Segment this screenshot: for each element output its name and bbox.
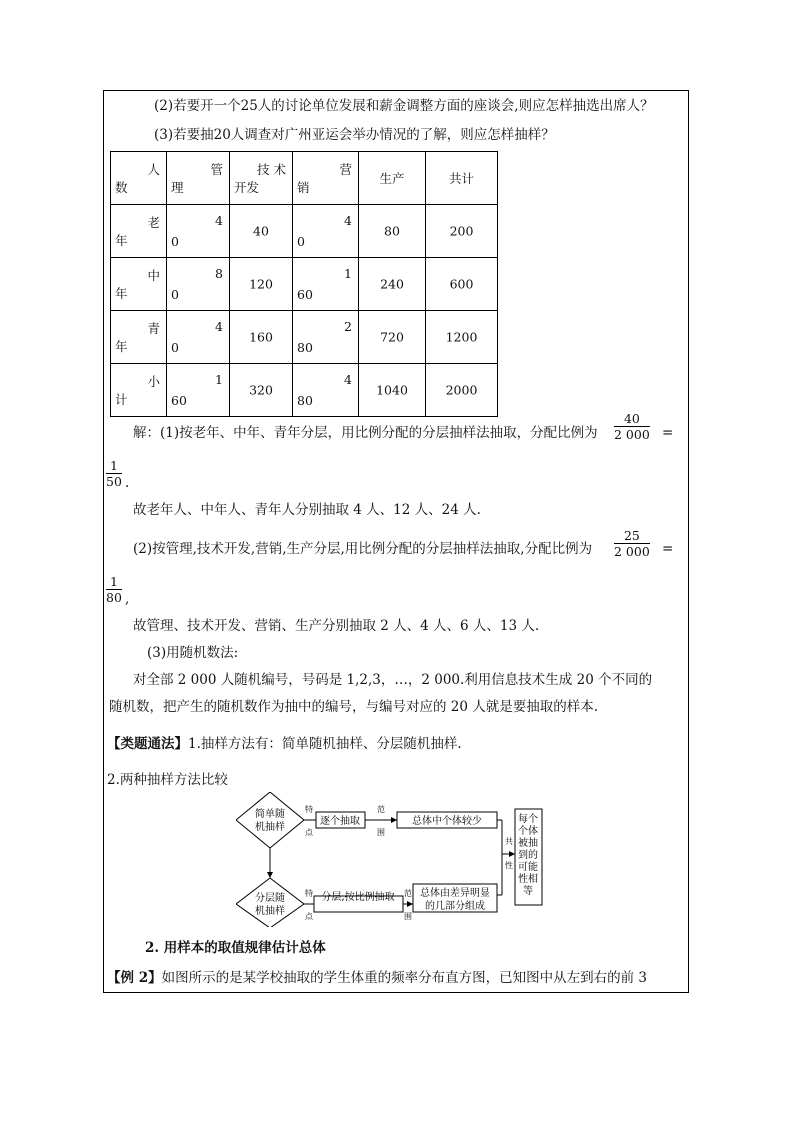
srs-range-label-a: 范 bbox=[377, 805, 385, 814]
srs-label-1: 简单随 bbox=[255, 809, 285, 820]
common-text-5: 可能 bbox=[518, 862, 538, 873]
cell-sales-bottom: 80 bbox=[297, 393, 313, 408]
row-label-bottom: 年 bbox=[115, 233, 128, 248]
row-label-top: 中 bbox=[147, 268, 160, 283]
header-corner-top: 人 bbox=[147, 162, 160, 177]
srs-feature-label-a: 特 bbox=[305, 805, 313, 814]
table-row bbox=[111, 364, 498, 417]
strat-range-text-2: 的几部分组成 bbox=[425, 901, 485, 912]
question-3: (3)若要抽20人调查对广州亚运会举办情况的了解，则应怎样抽样？ bbox=[154, 127, 555, 143]
strat-range-label-a: 范 bbox=[404, 889, 412, 898]
fraction-25-2000 bbox=[614, 528, 650, 559]
cell-prod: 720 bbox=[380, 329, 404, 345]
strat-feature-text: 分层,按比例抽取 bbox=[321, 892, 395, 903]
summary-text: 1.抽样方法有：简单随机抽样、分层随机抽样. bbox=[188, 736, 462, 752]
summary-tag: 【类题通法】 bbox=[107, 736, 188, 752]
row-label-bottom: 年 bbox=[115, 286, 128, 301]
equals-sign: = bbox=[662, 541, 674, 557]
cell-mgmt-top: 4 bbox=[215, 319, 223, 334]
row-label-bottom: 计 bbox=[115, 392, 128, 407]
common-label-a: 共 bbox=[505, 837, 513, 846]
cell-tech: 320 bbox=[249, 382, 273, 398]
fraction-numerator: 40 bbox=[614, 411, 650, 427]
strat-feature-label-b: 点 bbox=[305, 912, 313, 921]
srs-range-text: 总体中个体较少 bbox=[412, 816, 482, 827]
common-text-3: 被抽 bbox=[518, 838, 538, 849]
fraction-denominator: 80 bbox=[106, 590, 122, 605]
table-row bbox=[111, 258, 498, 311]
header-prod: 生产 bbox=[379, 171, 405, 186]
question-2: (2)若要开一个25人的讨论单位发展和薪金调整方面的座谈会,则应怎样抽选出席人？ bbox=[154, 98, 654, 114]
cell-tech: 40 bbox=[253, 223, 269, 239]
common-text-2: 个体 bbox=[518, 826, 538, 837]
solution-1-result: 故老年人、中年人、青年人分别抽取 4 人、12 人、24 人. bbox=[133, 502, 481, 518]
cell-mgmt-bottom: 60 bbox=[171, 393, 187, 408]
fraction-40-2000 bbox=[614, 411, 650, 442]
cell-tech: 160 bbox=[249, 329, 273, 345]
example-2-tag: 【例 2】 bbox=[107, 970, 162, 986]
cell-total: 200 bbox=[449, 223, 474, 239]
cell-sales-bottom: 60 bbox=[297, 287, 313, 302]
cell-prod: 80 bbox=[384, 223, 400, 239]
solution-1: 解：(1)按老年、中年、青年分层，用比例分配的分层抽样法抽取，分配比例为 bbox=[133, 425, 598, 441]
row-label-top: 老 bbox=[147, 215, 160, 230]
cell-mgmt-top: 1 bbox=[215, 372, 223, 387]
section-2-heading: 2. 用样本的取值规律估计总体 bbox=[145, 940, 326, 956]
header-sales-bottom: 销 bbox=[297, 180, 310, 195]
solution-3-line-1: 对全部 2 000 人随机编号，号码是 1,2,3，…，2 000.利用信息技术生成 20 个不同的 bbox=[133, 672, 653, 688]
cell-sales-bottom: 80 bbox=[297, 340, 313, 355]
table-row bbox=[111, 311, 498, 364]
srs-label-2: 机抽样 bbox=[255, 822, 285, 833]
example-2 bbox=[107, 969, 647, 987]
cell-prod: 240 bbox=[380, 276, 404, 292]
solution-2: (2)按管理,技术开发,营销,生产分层,用比例分配的分层抽样法抽取,分配比例为 bbox=[133, 541, 593, 557]
cell-mgmt-top: 8 bbox=[215, 266, 223, 281]
srs-diamond bbox=[236, 792, 304, 848]
summary bbox=[107, 735, 462, 753]
fraction-numerator: 1 bbox=[106, 458, 122, 474]
period: . bbox=[125, 475, 130, 491]
cell-sales-top: 2 bbox=[344, 319, 352, 334]
header-mgmt-bottom: 理 bbox=[171, 180, 184, 195]
common-text-7: 等 bbox=[523, 886, 533, 897]
table-row bbox=[111, 205, 498, 258]
strat-feature-label-a: 特 bbox=[305, 889, 313, 898]
srs-feature-label-b: 点 bbox=[305, 828, 313, 837]
header-corner-bottom: 数 bbox=[115, 180, 128, 195]
fraction-1-50 bbox=[106, 458, 122, 489]
staff-table bbox=[110, 151, 498, 417]
table-header-row bbox=[111, 152, 498, 205]
header-tech-bottom: 开发 bbox=[234, 180, 260, 195]
srs-range-label-b: 围 bbox=[377, 828, 385, 837]
cell-mgmt-top: 4 bbox=[215, 213, 223, 228]
cell-tech: 120 bbox=[249, 276, 273, 292]
srs-feature-text: 逐个抽取 bbox=[320, 816, 360, 827]
fraction-denominator: 2 000 bbox=[614, 427, 650, 442]
fraction-denominator: 50 bbox=[106, 474, 122, 489]
example-2-text: 如图所示的是某学校抽取的学生体重的频率分布直方图，已知图中从左到右的前 3 bbox=[161, 970, 647, 986]
strat-label-2: 机抽样 bbox=[255, 906, 285, 917]
header-mgmt-top: 管 bbox=[210, 162, 223, 177]
cell-mgmt-bottom: 0 bbox=[171, 234, 179, 249]
common-label-b: 性 bbox=[505, 861, 513, 870]
cell-prod: 1040 bbox=[376, 382, 408, 398]
row-label-top: 小 bbox=[147, 374, 160, 389]
fraction-1-80 bbox=[106, 574, 122, 605]
common-text-1: 每个 bbox=[518, 814, 538, 825]
strat-range-label-b: 围 bbox=[404, 912, 412, 921]
strat-range-text-1: 总体由差异明显 bbox=[420, 888, 490, 899]
fraction-denominator: 2 000 bbox=[614, 544, 650, 559]
solution-3: (3)用随机数法: bbox=[147, 645, 239, 661]
cell-sales-bottom: 0 bbox=[297, 234, 305, 249]
row-label-top: 青 bbox=[147, 321, 160, 336]
cell-total: 600 bbox=[449, 276, 474, 292]
cell-total: 2000 bbox=[445, 382, 478, 398]
common-text-4: 到的 bbox=[518, 850, 538, 861]
header-sales-top: 营 bbox=[339, 162, 352, 177]
cell-sales-top: 4 bbox=[344, 213, 352, 228]
comma: , bbox=[125, 591, 130, 607]
fraction-numerator: 1 bbox=[106, 574, 122, 590]
compare-heading: 2.两种抽样方法比较 bbox=[107, 772, 228, 788]
strat-label-1: 分层随 bbox=[255, 893, 285, 904]
fraction-numerator: 25 bbox=[614, 528, 650, 544]
cell-total: 1200 bbox=[445, 329, 478, 345]
solution-3-line-2: 随机数，把产生的随机数作为抽中的编号，与编号对应的 20 人就是要抽取的样本. bbox=[109, 699, 599, 715]
cell-sales-top: 1 bbox=[344, 266, 352, 281]
header-total: 共计 bbox=[448, 171, 474, 186]
cell-mgmt-bottom: 0 bbox=[171, 340, 179, 355]
sampling-comparison-diagram bbox=[236, 792, 546, 927]
row-label-bottom: 年 bbox=[115, 339, 128, 354]
equals-sign: = bbox=[662, 425, 674, 441]
solution-2-result: 故管理、技术开发、营销、生产分别抽取 2 人、4 人、6 人、13 人. bbox=[133, 618, 540, 634]
header-tech-top: 技 术 bbox=[257, 162, 286, 177]
cell-mgmt-bottom: 0 bbox=[171, 287, 179, 302]
common-text-6: 性相 bbox=[518, 874, 538, 885]
cell-sales-top: 4 bbox=[344, 372, 352, 387]
